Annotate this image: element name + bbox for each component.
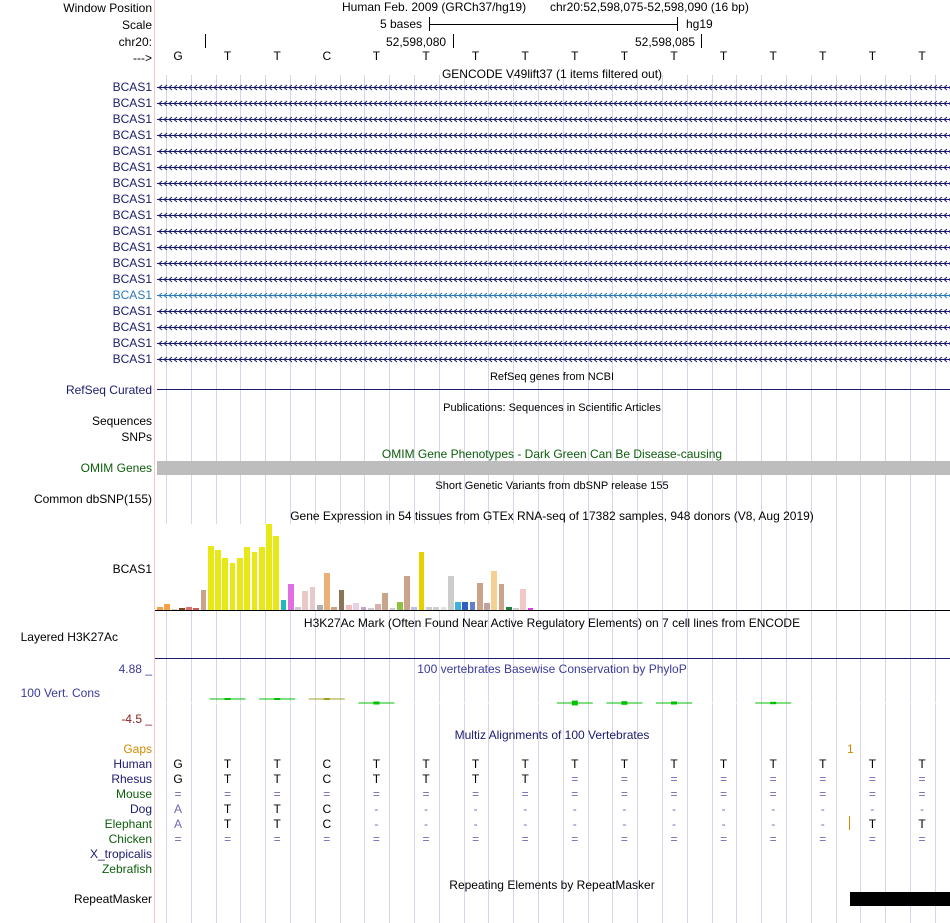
gtex-baseline [155, 610, 950, 611]
multiz-base: T [819, 757, 827, 771]
refseq-title: RefSeq genes from NCBI [489, 371, 615, 383]
multiz-base: = [819, 832, 827, 846]
multiz-base: - [672, 817, 676, 831]
gtex-tissue-bar[interactable] [222, 558, 228, 610]
multiz-base: = [224, 832, 232, 846]
gencode-gene-label[interactable]: BCAS1 [112, 96, 152, 110]
multiz-base: = [670, 832, 678, 846]
multiz-base: = [174, 832, 182, 846]
multiz-base: T [223, 772, 232, 786]
multiz-base: T [571, 757, 579, 771]
cons-label[interactable]: 100 Vert. Cons [20, 686, 100, 700]
multiz-species-label[interactable]: Human [113, 757, 152, 771]
multiz-base: = [323, 832, 331, 846]
phylop-score-mark[interactable] [671, 702, 677, 705]
multiz-base: = [521, 832, 529, 846]
multiz-base: = [571, 772, 579, 786]
multiz-base: = [819, 772, 827, 786]
gtex-tissue-bar[interactable] [470, 602, 476, 610]
scale-bar [429, 24, 677, 25]
refseq-label[interactable]: RefSeq Curated [65, 383, 152, 397]
multiz-base: T [769, 757, 777, 771]
gtex-tissue-bar[interactable] [237, 558, 243, 610]
multiz-base: - [721, 802, 726, 816]
multiz-base: T [422, 772, 430, 786]
sequence-base: T [521, 49, 529, 63]
sequence-base: T [769, 49, 777, 63]
multiz-base: C [322, 802, 332, 816]
repeatmasker-element[interactable] [850, 892, 950, 906]
multiz-base: = [819, 787, 827, 801]
phylop-score-mark[interactable] [324, 698, 330, 700]
gencode-gene-label[interactable]: BCAS1 [112, 112, 152, 126]
multiz-base: C [322, 757, 332, 771]
multiz-base: - [771, 817, 776, 831]
sequence-base: T [372, 49, 381, 63]
multiz-species-label[interactable]: X_tropicalis [89, 847, 152, 861]
gtex-tissue-bar[interactable] [208, 546, 214, 611]
gencode-gene-label[interactable]: BCAS1 [112, 288, 152, 302]
multiz-base: = [323, 787, 331, 801]
multiz-species-label[interactable]: Rhesus [111, 772, 152, 786]
multiz-base: = [472, 832, 480, 846]
gencode-gene-label[interactable]: BCAS1 [112, 240, 152, 254]
multiz-base: T [372, 757, 381, 771]
gtex-tissue-bar[interactable] [273, 536, 279, 610]
omim-bar[interactable] [157, 461, 950, 475]
sequence-base: T [571, 49, 579, 63]
omim-title: OMIM Gene Phenotypes - Dark Green Can Be Disease-causing [381, 447, 723, 461]
coord-left: 52,598,080 [386, 35, 447, 49]
multiz-base: = [472, 787, 480, 801]
snps-label[interactable]: SNPs [121, 430, 152, 444]
sequence-base: G [173, 49, 183, 63]
position-text: chr20:52,598,075-52,598,090 (16 bp) [550, 0, 749, 14]
multiz-base: T [868, 817, 877, 831]
multiz-base: - [473, 817, 478, 831]
gtex-tissue-bar[interactable] [448, 576, 454, 610]
multiz-base: T [273, 802, 281, 816]
gencode-gene-label[interactable]: BCAS1 [112, 320, 152, 334]
multiz-base: = [868, 772, 876, 786]
multiz-base: = [620, 832, 628, 846]
multiz-base: T [471, 757, 480, 771]
sequence-base: T [868, 49, 877, 63]
multiz-base: C [322, 772, 332, 786]
phylop-title: 100 vertebrates Basewise Conservation by PhyloP [417, 662, 687, 676]
sequences-label[interactable]: Sequences [91, 414, 152, 428]
multiz-base: A [173, 802, 183, 816]
gtex-tissue-bar[interactable] [477, 583, 483, 610]
multiz-base: T [273, 772, 281, 786]
multiz-base: T [223, 817, 232, 831]
gencode-gene-label[interactable]: BCAS1 [112, 336, 152, 350]
multiz-base: T [273, 757, 281, 771]
multiz-base: = [620, 787, 628, 801]
gencode-gene-label[interactable]: BCAS1 [112, 128, 152, 142]
gtex-tissue-bar[interactable] [419, 552, 425, 610]
gencode-gene-label[interactable]: BCAS1 [112, 224, 152, 238]
dbsnp-label[interactable]: Common dbSNP(155) [33, 492, 152, 506]
multiz-species-label[interactable]: Zebrafish [101, 862, 152, 876]
multiz-base: = [868, 832, 876, 846]
multiz-base: G [173, 757, 183, 771]
gtex-tissue-bar[interactable] [215, 550, 221, 610]
multiz-base: T [273, 817, 281, 831]
multiz-base: G [173, 772, 183, 786]
coord-tick-left [453, 34, 454, 48]
gtex-tissue-bar[interactable] [382, 593, 388, 610]
gencode-gene-label[interactable]: BCAS1 [112, 160, 152, 174]
multiz-base: T [918, 817, 926, 831]
multiz-base: = [720, 832, 728, 846]
multiz-base: T [868, 757, 877, 771]
multiz-base: - [622, 817, 627, 831]
multiz-base: = [372, 832, 380, 846]
dbsnp-title: Short Genetic Variants from dbSNP release 155 [435, 480, 669, 492]
gencode-gene-label[interactable]: BCAS1 [112, 304, 152, 318]
multiz-base: - [374, 802, 379, 816]
multiz-base: - [424, 817, 428, 831]
multiz-base: = [918, 772, 926, 786]
sequence-base: T [471, 49, 480, 63]
omim-label[interactable]: OMIM Genes [80, 461, 152, 475]
scale-label: Scale [121, 18, 152, 32]
gtex-tissue-bar[interactable] [484, 603, 490, 610]
coord-right: 52,598,085 [635, 35, 696, 49]
gtex-tissue-bar[interactable] [266, 524, 272, 610]
sequence-base: C [322, 49, 332, 63]
multiz-base: - [572, 817, 577, 831]
multiz-base: - [424, 802, 428, 816]
refseq-gene-line[interactable] [157, 389, 950, 390]
gencode-gene-label[interactable]: BCAS1 [112, 352, 152, 366]
track-plot-area[interactable] [155, 0, 950, 923]
gtex-tissue-bar[interactable] [462, 602, 468, 610]
gtex-tissue-bar[interactable] [302, 591, 308, 610]
publications-title: Publications: Sequences in Scientific Articles [443, 402, 661, 414]
sequence-base: T [273, 49, 281, 63]
multiz-species-label[interactable]: Elephant [104, 817, 152, 831]
gtex-tissue-bar[interactable] [244, 547, 250, 610]
multiz-base: = [918, 832, 926, 846]
multiz-base: = [670, 787, 678, 801]
gtex-tissue-bar[interactable] [520, 589, 526, 611]
multiz-base: = [571, 787, 579, 801]
gencode-gene-label[interactable]: BCAS1 [112, 80, 152, 94]
multiz-base: T [521, 757, 529, 771]
scale-db: hg19 [686, 17, 713, 31]
gtex-tissue-bar[interactable] [455, 602, 461, 610]
multiz-base: T [719, 757, 728, 771]
sequence-base: T [719, 49, 728, 63]
phylop-score-mark[interactable] [770, 702, 776, 704]
phylop-score-mark[interactable] [621, 701, 627, 705]
sequence-base: T [620, 49, 629, 63]
gtex-bar-chart[interactable] [157, 524, 535, 610]
h3k27ac-baseline [155, 658, 950, 659]
chrom-label: chr20: [118, 35, 152, 49]
multiz-base: = [868, 787, 876, 801]
multiz-base: = [174, 787, 182, 801]
gencode-gene-label[interactable]: BCAS1 [112, 256, 152, 270]
multiz-base: - [721, 817, 726, 831]
multiz-base: - [473, 802, 478, 816]
multiz-base: T [918, 757, 926, 771]
gencode-gene-lines[interactable] [155, 80, 950, 370]
multiz-base: T [223, 757, 232, 771]
multiz-base: = [571, 832, 579, 846]
window-position-label: Window Position [63, 1, 152, 15]
gtex-gene-label[interactable]: BCAS1 [112, 562, 152, 576]
multiz-base: - [820, 802, 825, 816]
multiz-title: Multiz Alignments of 100 Vertebrates [454, 728, 650, 742]
gencode-gene-label[interactable]: BCAS1 [112, 208, 152, 222]
gtex-tissue-bar[interactable] [252, 552, 258, 610]
multiz-base: = [769, 772, 777, 786]
multiz-base: T [670, 757, 678, 771]
gencode-gene-label[interactable]: BCAS1 [112, 144, 152, 158]
phylop-score-mark[interactable] [274, 698, 280, 700]
multiz-base: - [920, 802, 924, 816]
multiz-base: = [769, 832, 777, 846]
multiz-base: = [620, 772, 628, 786]
multiz-base: = [273, 787, 281, 801]
scale-bar-right-tick [677, 17, 678, 31]
multiz-base: - [771, 802, 776, 816]
gtex-title: Gene Expression in 54 tissues from GTEx RNA-seq of 17382 samples, 948 donors (V8, Aug 2019) [290, 509, 814, 523]
coord-tick-right [701, 34, 702, 48]
coord-tick-left-start [205, 34, 206, 48]
multiz-base: = [670, 772, 678, 786]
multiz-base: = [422, 787, 430, 801]
multiz-base: - [572, 802, 577, 816]
multiz-base: = [720, 772, 728, 786]
h3k27ac-label[interactable]: Layered H3K27Ac [20, 630, 118, 644]
gencode-gene-label[interactable]: BCAS1 [112, 192, 152, 206]
gtex-tissue-bar[interactable] [281, 600, 287, 610]
multiz-species-label[interactable]: Chicken [108, 832, 152, 846]
phylop-score-mark[interactable] [572, 701, 578, 706]
phylop-score-mark[interactable] [225, 698, 231, 700]
phylop-plot[interactable] [155, 690, 950, 720]
cons-max-label: 4.88 _ [118, 662, 152, 676]
multiz-base: T [223, 802, 232, 816]
multiz-base: C [322, 817, 332, 831]
multiz-base: T [521, 772, 529, 786]
cons-min-label: -4.5 _ [121, 712, 152, 726]
multiz-base: = [521, 787, 529, 801]
multiz-base: - [374, 817, 379, 831]
multiz-base: = [918, 787, 926, 801]
repeatmasker-label[interactable]: RepeatMasker [73, 892, 152, 906]
gtex-tissue-bar[interactable] [288, 584, 294, 610]
track-labels-column [0, 0, 155, 923]
strand-label[interactable]: ---> [133, 51, 152, 65]
multiz-base: T [422, 757, 430, 771]
gtex-tissue-bar[interactable] [310, 587, 316, 610]
multiz-base: T [372, 772, 381, 786]
sequence-base: T [223, 49, 232, 63]
multiz-base: A [173, 817, 183, 831]
multiz-base: = [224, 787, 232, 801]
multiz-base: = [769, 787, 777, 801]
sequence-base: T [819, 49, 827, 63]
multiz-base: - [672, 802, 676, 816]
gtex-tissue-bar[interactable] [230, 563, 236, 610]
gtex-tissue-bar[interactable] [259, 547, 265, 610]
multiz-base: = [273, 832, 281, 846]
gtex-tissue-bar[interactable] [353, 603, 359, 610]
gencode-gene-label[interactable]: BCAS1 [112, 176, 152, 190]
assembly-title: Human Feb. 2009 (GRCh37/hg19) [342, 0, 527, 14]
multiz-species-label[interactable]: Dog [129, 802, 152, 816]
multiz-base: = [422, 832, 430, 846]
gencode-title: GENCODE V49lift37 (1 items filtered out) [441, 67, 663, 81]
multiz-base: - [523, 802, 528, 816]
multiz-base: - [820, 817, 825, 831]
gtex-tissue-bar[interactable] [397, 602, 403, 610]
gtex-tissue-bar[interactable] [339, 590, 345, 610]
gencode-gene-label[interactable]: BCAS1 [112, 272, 152, 286]
multiz-base: T [471, 772, 480, 786]
elephant-gap-marker [849, 816, 850, 830]
gtex-tissue-bar[interactable] [404, 576, 410, 610]
multiz-species-label[interactable]: Mouse [115, 787, 152, 801]
multiz-base: - [523, 817, 528, 831]
gtex-tissue-bar[interactable] [324, 573, 330, 610]
gtex-tissue-bar[interactable] [499, 584, 505, 610]
sequence-base: T [918, 49, 926, 63]
multiz-base: - [870, 802, 875, 816]
phylop-score-mark[interactable] [373, 702, 379, 705]
h3k27ac-title: H3K27Ac Mark (Often Found Near Active Regulatory Elements) on 7 cell lines from ENCODE [303, 616, 801, 630]
sequence-base: T [422, 49, 430, 63]
gaps-label[interactable]: Gaps [123, 742, 152, 756]
gtex-tissue-bar[interactable] [201, 590, 207, 610]
multiz-base: - [622, 802, 627, 816]
sequence-base: T [670, 49, 678, 63]
repeatmasker-title: Repeating Elements by RepeatMasker [449, 878, 655, 892]
gap-marker: 1 [847, 742, 854, 756]
scale-text: 5 bases [380, 17, 423, 31]
multiz-base: = [372, 787, 380, 801]
multiz-base: = [720, 787, 728, 801]
multiz-base: T [620, 757, 629, 771]
gtex-tissue-bar[interactable] [491, 571, 497, 610]
